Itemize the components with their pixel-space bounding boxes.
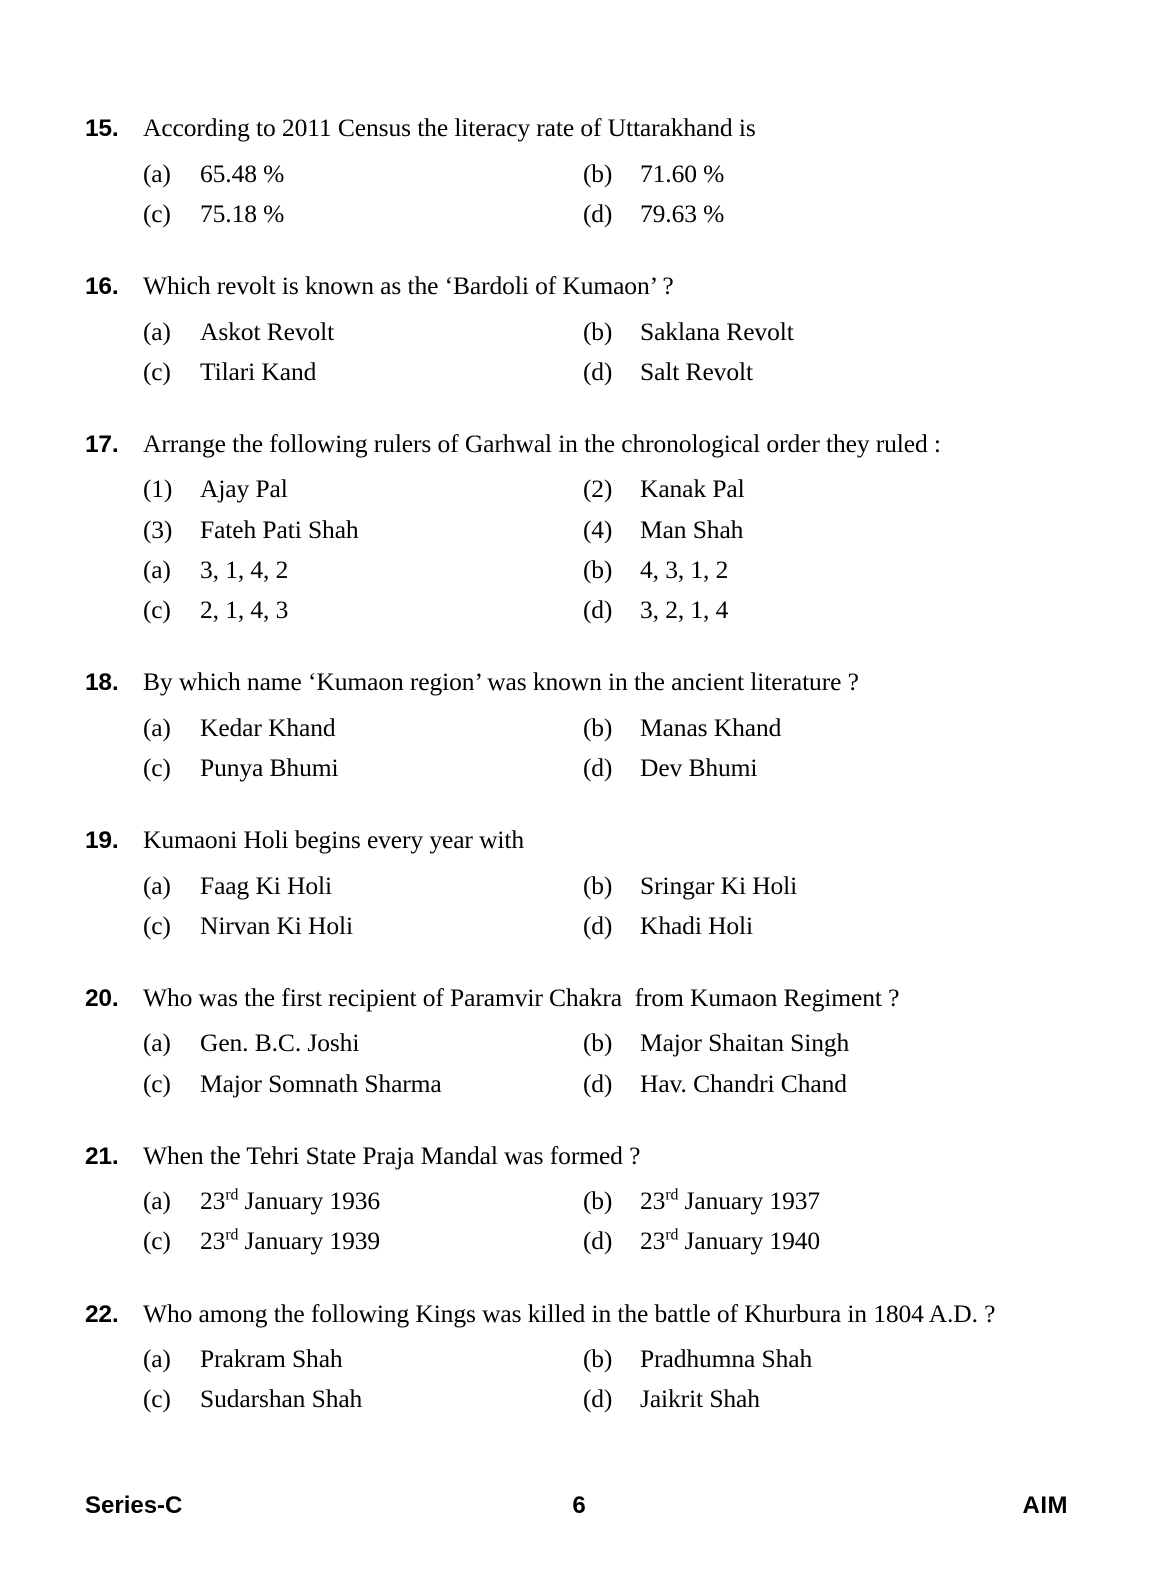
- question-block: [85, 428, 1070, 626]
- option-label: (b): [583, 1186, 613, 1216]
- option-a[interactable]: [143, 869, 583, 902]
- option-text: Tilari Kand: [200, 356, 317, 386]
- option-text: Sringar Ki Holi: [640, 870, 798, 900]
- option-c[interactable]: [143, 1382, 583, 1415]
- option-list: [143, 869, 1070, 942]
- option-text: Fateh Pati Shah: [200, 514, 359, 544]
- question-block: [85, 824, 1070, 942]
- option-text: Sudarshan Shah: [200, 1384, 363, 1414]
- question-number: 20.: [85, 984, 119, 1012]
- option-text: Dev Bhumi: [640, 752, 758, 782]
- option-d[interactable]: [583, 593, 1070, 626]
- questions-container: [85, 112, 1070, 1456]
- question-text: Who was the first recipient of Paramvir Chakra from Kumaon Regiment ?: [143, 982, 900, 1012]
- option-label: (c): [143, 910, 171, 940]
- option-list: [143, 1184, 1070, 1257]
- option-text: Kedar Khand: [200, 712, 336, 742]
- option-label: (c): [143, 1068, 171, 1098]
- option-text: Jaikrit Shah: [640, 1384, 760, 1414]
- option-b[interactable]: [583, 1342, 1070, 1375]
- option-text: Salt Revolt: [640, 356, 753, 386]
- option-text: 71.60 %: [640, 158, 725, 188]
- question-header: [85, 428, 1070, 461]
- option-a[interactable]: [143, 711, 583, 744]
- option-label: (d): [583, 910, 613, 940]
- option-text: 23rd January 1940: [640, 1226, 821, 1256]
- option-row: [143, 751, 1070, 784]
- question-number: 21.: [85, 1142, 119, 1170]
- option-text: Pradhumna Shah: [640, 1344, 813, 1374]
- option-row: [143, 909, 1070, 942]
- option-row: [143, 1342, 1070, 1375]
- option-text: 3, 1, 4, 2: [200, 554, 289, 584]
- option-label: (b): [583, 870, 613, 900]
- option-label: (a): [143, 1344, 171, 1374]
- question-header: [85, 666, 1070, 699]
- question-number: 22.: [85, 1300, 119, 1328]
- paper-code: AIM: [1022, 1492, 1068, 1519]
- option-text: Nirvan Ki Holi: [200, 910, 353, 940]
- question-block: [85, 1298, 1070, 1416]
- option-label: (d): [583, 1384, 613, 1414]
- question-block: [85, 1140, 1070, 1258]
- question-header: [85, 1298, 1070, 1331]
- option-text: Major Somnath Sharma: [200, 1068, 442, 1098]
- option-c[interactable]: [143, 909, 583, 942]
- option-label: (b): [583, 1028, 613, 1058]
- option-list: [143, 157, 1070, 230]
- question-number: 18.: [85, 669, 119, 696]
- option-text: Faag Ki Holi: [200, 870, 332, 900]
- option-a[interactable]: [143, 1026, 583, 1059]
- option-text: Manas Khand: [640, 712, 782, 742]
- option-c[interactable]: [143, 751, 583, 784]
- option-b[interactable]: [583, 157, 1070, 190]
- option-text: 23rd January 1936: [200, 1186, 381, 1216]
- option-list: [143, 315, 1070, 388]
- option-text: 75.18 %: [200, 198, 285, 228]
- question-header: [85, 824, 1070, 857]
- option-row: [143, 513, 1070, 546]
- option-label: (b): [583, 554, 613, 584]
- option-text: Ajay Pal: [200, 474, 288, 504]
- question-text: Kumaoni Holi begins every year with: [143, 824, 525, 854]
- option-text: 23rd January 1937: [640, 1186, 821, 1216]
- question-block: [85, 270, 1070, 388]
- option-text: Major Shaitan Singh: [640, 1028, 850, 1058]
- question-number: 19.: [85, 826, 119, 854]
- option-c[interactable]: [143, 1224, 583, 1257]
- question-block: [85, 112, 1070, 230]
- option-a[interactable]: [143, 1184, 583, 1217]
- option-d[interactable]: [583, 909, 1070, 942]
- option-label: (c): [143, 1384, 171, 1414]
- option-c[interactable]: [143, 355, 583, 388]
- option-1[interactable]: [143, 472, 583, 505]
- question-block: [85, 982, 1070, 1100]
- series-label: Series-C: [85, 1492, 183, 1519]
- option-text: Khadi Holi: [640, 910, 754, 940]
- question-header: [85, 1140, 1070, 1173]
- option-label: (c): [143, 594, 171, 624]
- option-label: (c): [143, 356, 171, 386]
- option-row: [143, 1184, 1070, 1217]
- question-header: [85, 982, 1070, 1015]
- option-label: (b): [583, 316, 613, 346]
- option-label: (d): [583, 1068, 613, 1098]
- option-d[interactable]: [583, 355, 1070, 388]
- option-row: [143, 711, 1070, 744]
- option-label: (a): [143, 712, 171, 742]
- option-label: (c): [143, 198, 171, 228]
- option-d[interactable]: [583, 1382, 1070, 1415]
- option-a[interactable]: [143, 1342, 583, 1375]
- option-d[interactable]: [583, 1224, 1070, 1257]
- option-text: Askot Revolt: [200, 316, 335, 346]
- option-text: 2, 1, 4, 3: [200, 594, 289, 624]
- option-list: [143, 1026, 1070, 1099]
- option-row: [143, 472, 1070, 505]
- option-c[interactable]: [143, 593, 583, 626]
- option-list: [143, 711, 1070, 784]
- option-label: (b): [583, 1344, 613, 1374]
- option-2[interactable]: [583, 472, 1070, 505]
- question-text: Arrange the following rulers of Garhwal in the chronological order they ruled :: [143, 428, 941, 458]
- question-number: 17.: [85, 430, 119, 458]
- option-text: Hav. Chandri Chand: [640, 1068, 847, 1098]
- option-d[interactable]: [583, 751, 1070, 784]
- option-b[interactable]: [583, 869, 1070, 902]
- option-label: (a): [143, 554, 171, 584]
- option-d[interactable]: [583, 1067, 1070, 1100]
- question-number: 16.: [85, 272, 119, 300]
- option-text: Man Shah: [640, 514, 744, 544]
- option-b[interactable]: [583, 1026, 1070, 1059]
- option-4[interactable]: [583, 513, 1070, 546]
- option-label: (d): [583, 1226, 613, 1256]
- option-d[interactable]: [583, 197, 1070, 230]
- option-list: [143, 472, 1070, 626]
- option-label: (b): [583, 158, 613, 188]
- option-c[interactable]: [143, 1067, 583, 1100]
- option-text: Prakram Shah: [200, 1344, 343, 1374]
- option-label: (d): [583, 198, 613, 228]
- question-text: Who among the following Kings was killed in the battle of Khurbura in 1804 A.D. ?: [143, 1298, 996, 1328]
- option-a[interactable]: [143, 553, 583, 586]
- option-row: [143, 1067, 1070, 1100]
- option-row: [143, 869, 1070, 902]
- question-number: 15.: [85, 115, 119, 142]
- option-row: [143, 157, 1070, 190]
- option-b[interactable]: [583, 315, 1070, 348]
- option-row: [143, 197, 1070, 230]
- option-a[interactable]: [143, 157, 583, 190]
- option-row: [143, 1224, 1070, 1257]
- question-header: [85, 270, 1070, 303]
- option-row: [143, 315, 1070, 348]
- option-label: (3): [143, 514, 173, 544]
- question-block: [85, 666, 1070, 784]
- option-text: Punya Bhumi: [200, 752, 339, 782]
- option-row: [143, 553, 1070, 586]
- option-text: 79.63 %: [640, 198, 725, 228]
- option-list: [143, 1342, 1070, 1415]
- option-b[interactable]: [583, 711, 1070, 744]
- option-text: Gen. B.C. Joshi: [200, 1028, 360, 1058]
- option-b[interactable]: [583, 1184, 1070, 1217]
- option-text: Saklana Revolt: [640, 316, 794, 346]
- option-text: 23rd January 1939: [200, 1226, 381, 1256]
- page-footer: [85, 1492, 1068, 1520]
- question-text: Which revolt is known as the ‘Bardoli of Kumaon’ ?: [143, 270, 674, 300]
- option-label: (b): [583, 712, 613, 742]
- option-3[interactable]: [143, 513, 583, 546]
- option-label: (c): [143, 752, 171, 782]
- option-text: 3, 2, 1, 4: [640, 594, 729, 624]
- option-label: (d): [583, 594, 613, 624]
- option-row: [143, 355, 1070, 388]
- option-text: 4, 3, 1, 2: [640, 554, 729, 584]
- option-label: (d): [583, 356, 613, 386]
- option-label: (a): [143, 1186, 171, 1216]
- option-a[interactable]: [143, 315, 583, 348]
- question-text: According to 2011 Census the literacy rate of Uttarakhand is: [143, 113, 756, 142]
- option-label: (d): [583, 752, 613, 782]
- page-number: 6: [572, 1492, 586, 1519]
- option-text: 65.48 %: [200, 158, 285, 188]
- question-text: When the Tehri State Praja Mandal was formed ?: [143, 1140, 641, 1170]
- option-row: [143, 1382, 1070, 1415]
- option-label: (2): [583, 474, 613, 504]
- option-row: [143, 1026, 1070, 1059]
- option-label: (a): [143, 1028, 171, 1058]
- option-label: (a): [143, 158, 171, 188]
- option-b[interactable]: [583, 553, 1070, 586]
- question-header: [85, 112, 1070, 145]
- option-label: (4): [583, 514, 613, 544]
- option-label: (c): [143, 1226, 171, 1256]
- option-label: (a): [143, 316, 171, 346]
- option-c[interactable]: [143, 197, 583, 230]
- option-label: (1): [143, 474, 173, 504]
- option-text: Kanak Pal: [640, 474, 745, 504]
- option-label: (a): [143, 870, 171, 900]
- option-row: [143, 593, 1070, 626]
- question-text: By which name ‘Kumaon region’ was known in the ancient literature ?: [143, 667, 859, 696]
